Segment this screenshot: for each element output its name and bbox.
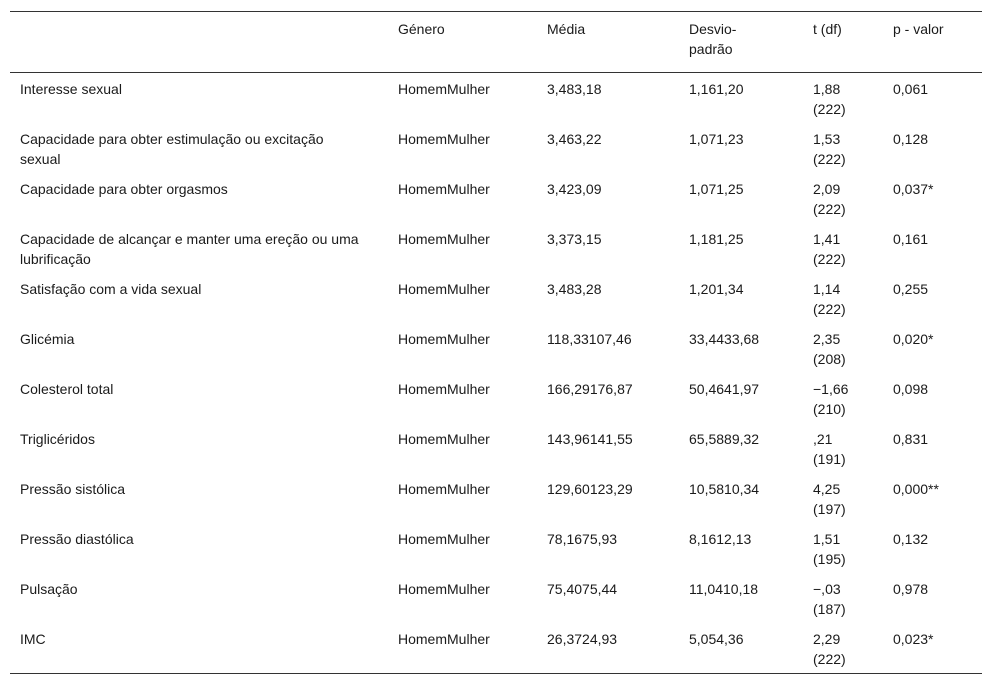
row-desvio-padrao: 33,4433,68 <box>689 331 760 347</box>
row-desvio-padrao: 1,071,23 <box>689 131 744 147</box>
row-label: IMC <box>20 631 46 647</box>
row-media: 3,463,22 <box>547 131 602 147</box>
row-genero: HomemMulher <box>398 381 490 397</box>
row-media: 75,4075,44 <box>547 581 618 597</box>
row-genero: HomemMulher <box>398 431 490 447</box>
row-t-df: ,21 (191) <box>813 431 846 467</box>
row-genero: HomemMulher <box>398 631 490 647</box>
row-label: Capacidade para obter estimulação ou excitação sexual <box>20 131 324 167</box>
row-desvio-padrao: 8,1612,13 <box>689 531 752 547</box>
row-genero: HomemMulher <box>398 281 490 297</box>
row-genero: HomemMulher <box>398 181 490 197</box>
row-genero: HomemMulher <box>398 331 490 347</box>
row-label: Capacidade para obter orgasmos <box>20 181 228 197</box>
table-header <box>10 12 982 73</box>
table-row <box>10 373 982 423</box>
row-t-df: 1,53 (222) <box>813 131 846 167</box>
row-t-df: 1,41 (222) <box>813 231 846 267</box>
row-p-valor: 0,037* <box>893 181 934 197</box>
table-body <box>10 73 982 674</box>
row-media: 3,423,09 <box>547 181 602 197</box>
row-p-valor: 0,978 <box>893 581 929 597</box>
row-desvio-padrao: 10,5810,34 <box>689 481 760 497</box>
table-row <box>10 73 982 124</box>
row-desvio-padrao: 11,0410,18 <box>689 581 759 597</box>
row-media: 3,483,18 <box>547 81 602 97</box>
row-desvio-padrao: 1,181,25 <box>689 231 744 247</box>
header-t-df: t (df) <box>813 21 842 37</box>
row-genero: HomemMulher <box>398 481 490 497</box>
row-label: Glicémia <box>20 331 75 347</box>
row-p-valor: 0,020* <box>893 331 934 347</box>
row-label: Pulsação <box>20 581 78 597</box>
header-desvio-padrao: Desvio-padrão <box>689 21 737 57</box>
row-p-valor: 0,061 <box>893 81 929 97</box>
row-label: Satisfação com a vida sexual <box>20 281 202 297</box>
row-label: Pressão sistólica <box>20 481 126 497</box>
row-desvio-padrao: 1,161,20 <box>689 81 744 97</box>
row-t-df: −,03 (187) <box>813 581 846 617</box>
row-media: 166,29176,87 <box>547 381 633 397</box>
row-desvio-padrao: 5,054,36 <box>689 631 744 647</box>
row-genero: HomemMulher <box>398 131 490 147</box>
row-genero: HomemMulher <box>398 81 490 97</box>
table-row <box>10 273 982 323</box>
row-media: 3,373,15 <box>547 231 602 247</box>
row-p-valor: 0,255 <box>893 281 929 297</box>
row-t-df: 2,29 (222) <box>813 631 846 667</box>
row-media: 3,483,28 <box>547 281 602 297</box>
row-desvio-padrao: 1,071,25 <box>689 181 744 197</box>
row-label: Triglicéridos <box>20 431 95 447</box>
header-variable <box>10 12 388 73</box>
row-p-valor: 0,000** <box>893 481 939 497</box>
row-label: Colesterol total <box>20 381 114 397</box>
row-genero: HomemMulher <box>398 231 490 247</box>
row-label: Pressão diastólica <box>20 531 134 547</box>
row-p-valor: 0,831 <box>893 431 929 447</box>
row-t-df: 1,14 (222) <box>813 281 846 317</box>
row-media: 118,33107,46 <box>547 331 632 347</box>
header-media: Média <box>547 21 586 37</box>
table-row <box>10 173 982 223</box>
table-row <box>10 573 982 623</box>
table-container <box>10 11 982 674</box>
header-row <box>10 12 982 73</box>
table-row <box>10 323 982 373</box>
header-p-valor: p - valor <box>893 21 944 37</box>
table-row <box>10 623 982 674</box>
table-row <box>10 123 982 173</box>
row-t-df: −1,66 (210) <box>813 381 849 417</box>
row-p-valor: 0,128 <box>893 131 929 147</box>
row-p-valor: 0,161 <box>893 231 929 247</box>
row-t-df: 2,35 (208) <box>813 331 846 367</box>
row-label: Capacidade de alcançar e manter uma ereção ou uma lubrificação <box>20 231 359 267</box>
row-genero: HomemMulher <box>398 581 490 597</box>
row-label: Interesse sexual <box>20 81 122 97</box>
row-t-df: 4,25 (197) <box>813 481 846 517</box>
row-p-valor: 0,098 <box>893 381 929 397</box>
row-p-valor: 0,023* <box>893 631 934 647</box>
header-genero: Género <box>398 21 445 37</box>
row-genero: HomemMulher <box>398 531 490 547</box>
row-media: 129,60123,29 <box>547 481 633 497</box>
row-media: 78,1675,93 <box>547 531 618 547</box>
row-t-df: 1,88 (222) <box>813 81 846 117</box>
table-row <box>10 473 982 523</box>
table-row <box>10 423 982 473</box>
results-table <box>10 11 982 674</box>
row-desvio-padrao: 1,201,34 <box>689 281 744 297</box>
table-row <box>10 523 982 573</box>
row-media: 143,96141,55 <box>547 431 633 447</box>
row-t-df: 2,09 (222) <box>813 181 846 217</box>
row-desvio-padrao: 50,4641,97 <box>689 381 760 397</box>
table-row <box>10 223 982 273</box>
row-media: 26,3724,93 <box>547 631 618 647</box>
row-p-valor: 0,132 <box>893 531 929 547</box>
row-t-df: 1,51 (195) <box>813 531 846 567</box>
row-desvio-padrao: 65,5889,32 <box>689 431 760 447</box>
